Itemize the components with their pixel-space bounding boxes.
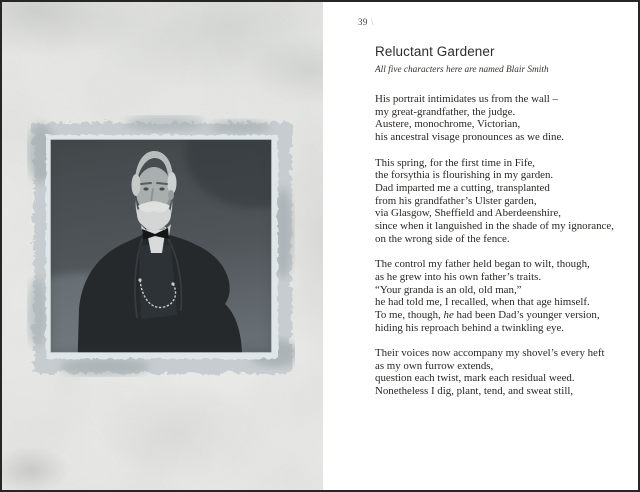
poem-line: To me, though, he had been Dad’s younger version, xyxy=(375,308,600,321)
page-number-value: 39 xyxy=(358,17,368,27)
poem-line: His portrait intimidates us from the wall – xyxy=(375,93,558,105)
poem-line: Austere, monochrome, Victorian, xyxy=(375,118,521,131)
left-page xyxy=(2,2,323,490)
poem-line: he had told me, I recalled, when that age himself. xyxy=(375,296,590,309)
poem-line: question each twist, mark each residual weed. xyxy=(375,372,575,385)
stanza xyxy=(375,157,614,246)
portrait-photo xyxy=(25,113,297,379)
poem-line: from his grandfather’s Ulster garden, xyxy=(375,194,537,207)
poem-body xyxy=(375,93,614,398)
poem-header xyxy=(375,44,549,75)
poem-epigraph: All five characters here are named Blair Smith xyxy=(375,65,549,75)
poem-line: his ancestral visage pronounces as we dine. xyxy=(375,131,565,144)
poem-line: via Glasgow, Sheffield and Aberdeenshire, xyxy=(375,207,561,220)
poem-line: Their voices now accompany my shovel’s every heft xyxy=(375,347,605,360)
poem-line: as my own furrow extends, xyxy=(375,359,494,372)
stanza xyxy=(375,93,614,144)
poem-title: Reluctant Gardener xyxy=(375,44,495,59)
poem-line: This spring, for the first time in Fife, xyxy=(375,156,536,169)
stanza xyxy=(375,347,614,398)
poem-line: “Your granda is an old, old man,” xyxy=(375,283,522,296)
poem-line: Dad imparted me a cutting, transplanted xyxy=(375,181,550,194)
poem-line: Nonetheless I dig, plant, tend, and sweat still, xyxy=(375,385,574,398)
right-page xyxy=(323,2,638,490)
poem-line: The control my father held began to wilt, though, xyxy=(375,258,590,271)
page-number-ornament: \ xyxy=(370,17,374,27)
poem-line: since when it languished in the shade of my ignorance, xyxy=(375,220,614,233)
page-number xyxy=(358,17,374,27)
poem-line: the forsythia is flourishing in my garden. xyxy=(375,169,554,182)
poem-line: on the wrong side of the fence. xyxy=(375,232,510,245)
poem-line: my great-grandfather, the judge. xyxy=(375,105,516,118)
poem-line: as he grew into his own father’s traits. xyxy=(375,270,542,283)
poem-line: hiding his reproach behind a twinkling eye. xyxy=(375,321,565,334)
stanza xyxy=(375,258,614,334)
